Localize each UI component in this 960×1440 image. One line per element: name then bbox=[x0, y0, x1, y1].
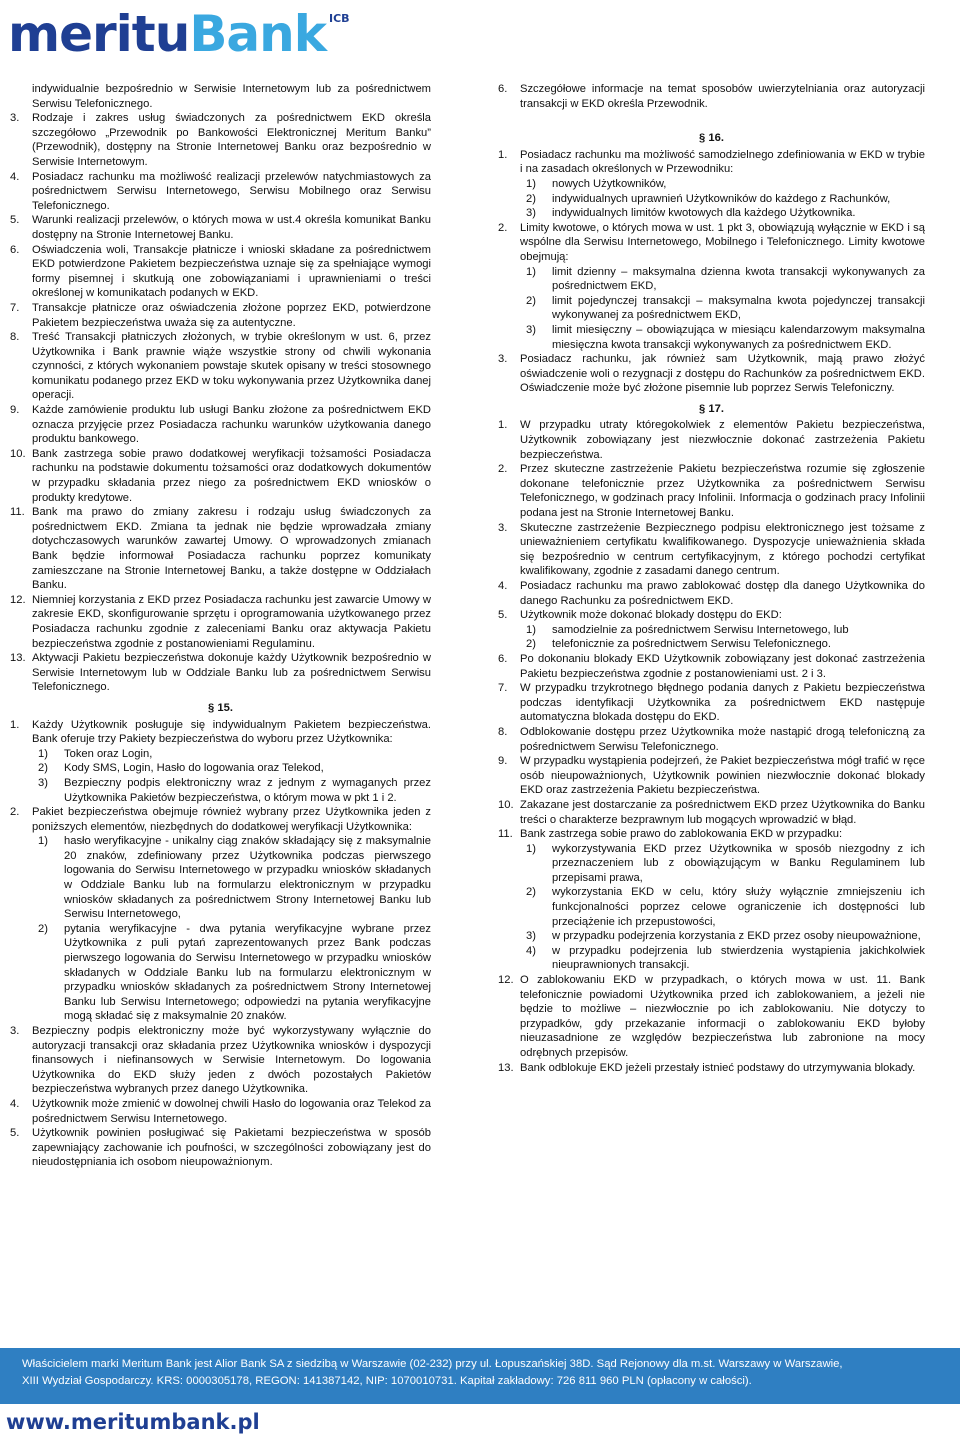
sub-list-item bbox=[498, 842, 925, 886]
numbered-item bbox=[10, 111, 431, 169]
numbered-item bbox=[10, 718, 431, 747]
item-number: 2) bbox=[526, 192, 536, 205]
item-text: Po dokonaniu blokady EKD Użytkownik zobowiązany jest dokonać zastrzeżenia Pakietu bezpieczeństwa zgodnie z postanowieniami ust. 2 i 3. bbox=[520, 652, 925, 680]
numbered-item bbox=[10, 213, 431, 242]
item-text: Posiadacz rachunku ma prawo zablokować dostęp dla danego Użytkownika do danego Rachunku za pośrednictwem EKD. bbox=[520, 580, 925, 607]
numbered-item bbox=[498, 652, 925, 681]
sub-list-item bbox=[498, 265, 925, 294]
item-number: 11. bbox=[10, 506, 25, 519]
numbered-item bbox=[498, 462, 925, 520]
sub-list-item bbox=[498, 206, 925, 221]
item-number: 6. bbox=[498, 83, 508, 95]
numbered-item bbox=[10, 593, 431, 651]
item-number: 4. bbox=[498, 580, 508, 592]
item-number: 8. bbox=[498, 725, 508, 738]
item-number: 2. bbox=[498, 221, 508, 234]
item-text: Niemniej korzystania z EKD przez Posiadacza rachunku jest zawarcie Umowy w zakresie EKD, skonfigurowanie sprzętu i oprogramowania użytkowanego przez Posiadacza rachunku zgodnie z zaleceniami Banku oraz aktywacja Pakietu bezpieczeństwa zgodnie z postanowieniami Regulaminu. bbox=[32, 593, 431, 650]
item-text: Bezpieczny podpis elektroniczny wraz z jednym z wymaganych przez Użytkownika Pakietów bezpieczeństwa, o którym mowa w pkt 1 i 2. bbox=[64, 776, 431, 804]
item-text: Bank odblokuje EKD jeżeli przestały istnieć podstawy do utrzymywania blokady. bbox=[520, 1061, 916, 1074]
website-url[interactable]: www.meritumbank.pl bbox=[6, 1410, 260, 1434]
item-text: Posiadacz rachunku ma możliwość samodzielnego zdefiniowania w EKD w trybie i na zasadach określonych w Przewodniku: bbox=[520, 148, 925, 176]
section-heading: § 15. bbox=[208, 701, 233, 714]
item-number: 12. bbox=[10, 593, 26, 606]
footer-legal-line-2: XIII Wydział Gospodarczy. KRS: 0000305178, REGON: 141387142, NIP: 1070010731. Kapitał zakładowy: 726 811 960 PLN (opłacony w całości). bbox=[22, 1375, 752, 1387]
sub-list-item bbox=[10, 922, 431, 1024]
item-number: 13. bbox=[10, 652, 26, 665]
bank-logo bbox=[8, 2, 350, 72]
item-number: 1) bbox=[526, 265, 536, 278]
item-number: 3. bbox=[498, 521, 508, 534]
item-text: Użytkownik powinien posługiwać się Pakietami bezpieczeństwa w sposób zapewniający zachowanie ich poufności, w szczególności zobowiązany jest do nieudostępniania ich osobom nieupoważnionym. bbox=[32, 1127, 431, 1169]
item-text: Każde zamówienie produktu lub usługi Banku złożone za pośrednictwem EKD oznacza przyjęcie przez Posiadacza rachunku warunków użytkowania danego produktu bankowego. bbox=[32, 404, 431, 446]
item-number: 7. bbox=[10, 301, 20, 314]
item-text: Skuteczne zastrzeżenie Bezpiecznego podpisu elektronicznego jest tożsame z unieważnieniem certyfikatu kwalifikowanego. Dyspozycje unieważnienia składa się bezpośrednio w centrum certyfikacyjnym, z którego pochodzi certyfikat kwalifikowany, zgodnie z zasadami danego centrum. bbox=[520, 521, 925, 578]
item-text: Bank zastrzega sobie prawo dodatkowej weryfikacji tożsamości Posiadacza rachunku na podstawie dokumentu tożsamości oraz dodatkowych dokumentów w przypadku składania przez niego za pośrednictwem EKD wniosków o produkty kredytowe. bbox=[32, 447, 431, 504]
item-text: indywidualnych uprawnień Użytkowników do każdego z Rachunków, bbox=[552, 192, 891, 205]
left-column bbox=[10, 82, 431, 1170]
numbered-item bbox=[498, 418, 925, 462]
item-number: 4. bbox=[10, 1097, 20, 1110]
item-number: 4) bbox=[526, 944, 536, 957]
item-text: Rodzaje i zakres usług świadczonych za pośrednictwem EKD określa szczegółowo „Przewodnik po Bankowości Elektronicznej Meritum Banku” (Przewodnik), dostępny na Stronie Internetowej Banku oraz bezpośrednio w Serwisie Internetowym. bbox=[32, 112, 431, 168]
item-text: O zablokowaniu EKD w przypadkach, o których mowa w ust. 11. Bank telefonicznie powiadomi Użytkownika przed ich zablokowaniem, a jeżeli nie będzie to możliwe – niezwłocznie po ich zablokowaniu. Nie dotyczy to przypadków, gdy przekazanie informacji o zablokowaniu EKD byłoby nieuzasadnione ze względów bezpieczeństwa lub zabronione na mocy odrębnych przepisów. bbox=[520, 974, 925, 1059]
item-text: Posiadacz rachunku ma możliwość realizacji przelewów natychmiastowych za pośrednictwem Serwisu Internetowego, Serwisu Mobilnego oraz Serwisu Telefonicznego. bbox=[32, 170, 431, 212]
item-text: limit miesięczny – obowiązująca w miesiącu kalendarzowym maksymalna miesięczna kwota transakcji wykonywanych za pośrednictwem EKD. bbox=[552, 323, 925, 351]
item-text: W przypadku wystąpienia podejrzeń, że Pakiet bezpieczeństwa mógł trafić w ręce osób nieupoważnionych, Użytkownik powinien niezwłocznie dokonać blokady EKD oraz zastrzeżenia Pakietu bezpieczeństwa. bbox=[520, 755, 925, 797]
item-text: wykorzystania EKD w celu, który służy wyłącznie zmniejszeniu ich funkcjonalności poprzez celowe ograniczenie ich dostępności lub przeciążenie ich przepustowości, bbox=[552, 886, 925, 928]
item-text: Każdy Użytkownik posługuje się indywidualnym Pakietem bezpieczeństwa. Bank oferuje trzy Pakiety bezpieczeństwa do wyboru przez Użytkownika: bbox=[32, 718, 431, 746]
sub-list-item bbox=[10, 834, 431, 922]
item-text: Warunki realizacji przelewów, o których mowa w ust.4 określa komunikat Banku dostępny na Stronie Internetowej Banku. bbox=[32, 214, 431, 241]
sub-list-item bbox=[498, 623, 925, 638]
item-number: 5. bbox=[10, 1127, 20, 1140]
item-number: 3) bbox=[526, 930, 536, 943]
numbered-item bbox=[498, 798, 925, 827]
item-text: limit pojedynczej transakcji – maksymalna kwota pojedynczej transakcji wykonywanej za pośrednictwem EKD, bbox=[552, 294, 925, 322]
sub-list-item bbox=[498, 929, 925, 944]
item-text: samodzielnie za pośrednictwem Serwisu Internetowego, lub bbox=[552, 623, 849, 636]
item-number: 13. bbox=[498, 1061, 514, 1074]
logo-text-primary: meritu bbox=[8, 5, 190, 63]
item-text: Treść Transakcji płatniczych złożonych, w trybie określonym w ust. 6, przez Użytkownika i Bank prawnie wiąże wszystkie strony od chwili wykonania czynności, z których wykonaniem powstaje skutek opisany w treści stosownego komunikatu podanego przez EKD w toku wykonywania przez Użytkownika danej operacji. bbox=[32, 331, 431, 402]
sub-list-item bbox=[498, 944, 925, 973]
item-text: indywidualnych limitów kwotowych dla każdego Użytkownika. bbox=[552, 207, 856, 220]
numbered-item bbox=[498, 681, 925, 725]
logo-suffix: ICB bbox=[329, 12, 350, 25]
item-text: Użytkownik może dokonać blokady dostępu do EKD: bbox=[520, 609, 782, 622]
item-number: 11. bbox=[498, 828, 513, 841]
logo-text-secondary: Bank bbox=[189, 5, 327, 63]
item-text: Bezpieczny podpis elektroniczny może być wykorzystywany wyłącznie do autoryzacji transakcji oraz składania przez Użytkownika wniosków i dyspozycji finansowych i niefinansowych w Serwisie Internetowym. Do logowania Użytkownika do EKD służy jeden z dwóch pozostałych Pakietów bezpieczeństwa wybranych przez danego Użytkownika. bbox=[32, 1025, 431, 1096]
item-number: 1. bbox=[498, 419, 508, 432]
item-text: Kody SMS, Login, Hasło do logowania oraz Telekod, bbox=[64, 762, 324, 775]
item-number: 3) bbox=[526, 207, 536, 220]
item-number: 2) bbox=[526, 638, 536, 651]
item-text: W przypadku utraty któregokolwiek z elementów Pakietu bezpieczeństwa, Użytkownik zobowiązany jest niezwłocznie dokonać zastrzeżenia Pakietu bezpieczeństwa. bbox=[520, 419, 925, 461]
footer-legal-band bbox=[0, 1348, 960, 1404]
item-number: 9. bbox=[10, 404, 20, 417]
numbered-item bbox=[498, 725, 925, 754]
paragraph-continuation: indywidualnie bezpośrednio w Serwisie Internetowym lub za pośrednictwem Serwisu Telefonicznego. bbox=[32, 83, 431, 110]
item-number: 3. bbox=[10, 112, 20, 125]
item-number: 2) bbox=[526, 294, 536, 307]
spacer bbox=[498, 111, 925, 125]
item-number: 12. bbox=[498, 974, 514, 987]
item-text: w przypadku podejrzenia korzystania z EKD przez osoby nieupoważnione, bbox=[552, 930, 921, 943]
item-number: 2. bbox=[10, 806, 20, 819]
item-text: telefonicznie za pośrednictwem Serwisu Telefonicznego. bbox=[552, 638, 832, 651]
item-text: w przypadku podejrzenia lub stwierdzenia wystąpienia jakichkolwiek nieuprawnionych transakcji. bbox=[552, 944, 925, 972]
item-text: Użytkownik może zmienić w dowolnej chwili Hasło do logowania oraz Telekod za pośrednictwem Serwisu Internetowego. bbox=[32, 1097, 431, 1125]
numbered-item bbox=[498, 352, 925, 396]
numbered-item bbox=[498, 754, 925, 798]
item-text: Szczegółowe informacje na temat sposobów uwierzytelniania oraz autoryzacji transakcji w EKD określa Przewodnik. bbox=[520, 83, 925, 110]
item-number: 4. bbox=[10, 170, 20, 183]
item-number: 7. bbox=[498, 682, 508, 695]
item-text: limit dzienny – maksymalna dzienna kwota transakcji wykonywanych za pośrednictwem EKD, bbox=[552, 265, 925, 293]
sub-list-item bbox=[10, 761, 431, 776]
numbered-item bbox=[498, 148, 925, 177]
item-number: 10. bbox=[10, 447, 26, 460]
item-number: 1. bbox=[10, 718, 20, 731]
item-text: Transakcje płatnicze oraz oświadczenia złożone poprzez EKD, potwierdzone Pakietem bezpieczeństwa uważa się za autentyczne. bbox=[32, 301, 431, 329]
item-number: 1) bbox=[38, 835, 48, 848]
numbered-item bbox=[10, 1126, 431, 1170]
item-text: Limity kwotowe, o których mowa w ust. 1 pkt 3, obowiązują wyłącznie w EKD i są wspólne dla Serwisu Internetowego, Mobilnego i Telefonicznego. Limity kwotowe obejmują: bbox=[520, 221, 925, 263]
item-text: hasło weryfikacyjne - unikalny ciąg znaków składający się z maksymalnie 20 znaków, zdefiniowany przez Użytkownika podczas pierwszego logowania do Serwisu Internetowego w przypadku wniosków składanych w Oddziale Banku lub na formularzu elektronicznym w przypadku wniosków składanych za pośrednictwem Strony Internetowej Banku lub Serwisu Internetowego, bbox=[64, 835, 431, 921]
item-number: 5. bbox=[498, 609, 508, 622]
item-number: 1) bbox=[526, 177, 536, 190]
sub-list-item bbox=[498, 177, 925, 192]
item-number: 9. bbox=[498, 755, 508, 768]
item-text: Posiadacz rachunku, jak również sam Użytkownik, mają prawo złożyć oświadczenie woli o rezygnacji z dostępu do Rachunków za pośrednictwem EKD. Oświadczenie może być złożone pisemnie lub poprzez Serwis Telefoniczny. bbox=[520, 353, 925, 395]
item-number: 2) bbox=[38, 922, 48, 935]
numbered-item bbox=[498, 579, 925, 608]
numbered-item bbox=[498, 827, 925, 842]
item-number: 6. bbox=[10, 243, 20, 256]
item-number: 3. bbox=[498, 353, 508, 366]
item-number: 1) bbox=[38, 747, 48, 760]
item-number: 3) bbox=[38, 776, 48, 789]
item-number: 2) bbox=[38, 762, 48, 775]
numbered-item bbox=[10, 505, 431, 593]
numbered-item bbox=[498, 973, 925, 1061]
right-column bbox=[498, 82, 925, 1075]
sub-list-item bbox=[498, 323, 925, 352]
numbered-item bbox=[10, 651, 431, 695]
numbered-item bbox=[10, 805, 431, 834]
section-heading: § 16. bbox=[699, 132, 724, 145]
numbered-item bbox=[10, 301, 431, 330]
numbered-item bbox=[498, 82, 925, 111]
sub-list-item bbox=[498, 294, 925, 323]
item-text: Odblokowanie dostępu przez Użytkownika może nastąpić drogą telefoniczną za pośrednictwem Serwisu Telefonicznego. bbox=[520, 725, 925, 753]
item-text: nowych Użytkowników, bbox=[552, 177, 667, 190]
item-text: Token oraz Login, bbox=[64, 747, 153, 760]
item-text: Bank ma prawo do zmiany zakresu i rodzaju usług świadczonych za pośrednictwem EKD. Zmiana ta jednak nie będzie wprowadzała zmiany dotychczasowych warunków zawartej Umowy. O wprowadzonych zmianach Bank będzie informował Posiadacza rachunku poprzez komunikaty zamieszczane na Stronie Internetowej Banku, a także dostępne w Oddziałach Banku. bbox=[32, 506, 431, 592]
sub-list-item bbox=[498, 192, 925, 207]
item-number: 1. bbox=[498, 148, 508, 161]
item-text: Zakazane jest dostarczanie za pośrednictwem EKD przez Użytkownika do Banku treści o charakterze bezprawnym lub mogących wprowadzić w błąd. bbox=[520, 798, 925, 826]
item-text: W przypadku trzykrotnego błędnego podania danych z Pakietu bezpieczeństwa podczas identyfikacji Użytkownika za pośrednictwem EKD następuje automatyczna blokada dostępu do EKD. bbox=[520, 682, 925, 724]
numbered-item bbox=[498, 521, 925, 579]
item-text: Aktywacji Pakietu bezpieczeństwa dokonuje każdy Użytkownik bezpośrednio w Serwisie Internetowym lub w Oddziale Banku lub za pośrednictwem Serwisu Telefonicznego. bbox=[32, 652, 431, 694]
numbered-item bbox=[10, 170, 431, 214]
numbered-item bbox=[10, 243, 431, 301]
sub-list-item bbox=[498, 885, 925, 929]
item-number: 1) bbox=[526, 842, 536, 855]
item-number: 6. bbox=[498, 652, 508, 665]
numbered-item bbox=[10, 403, 431, 447]
numbered-item bbox=[498, 1061, 925, 1076]
item-text: Przez skuteczne zastrzeżenie Pakietu bezpieczeństwa rozumie się zgłoszenie dokonane telefonicznie przez Użytkownika za pośrednictwem Serwisu Telefonicznego, w godzinach pracy Infolinii. Informacja o godzinach pracy Infolinii podana jest na Stronie Internetowej Banku. bbox=[520, 463, 925, 520]
item-text: Bank zastrzega sobie prawo do zablokowania EKD w przypadku: bbox=[520, 828, 843, 841]
footer-legal-line-1: Właścicielem marki Meritum Bank jest Alior Bank SA z siedzibą w Warszawie (02-232) przy ul. Łopuszańskiej 38D. Sąd Rejonowy dla m.st. Warszawy w Warszawie, bbox=[22, 1358, 843, 1370]
numbered-item bbox=[10, 1024, 431, 1097]
item-text: wykorzystywania EKD przez Użytkownika w sposób niezgodny z ich przeznaczeniem lub z obowiązującym w Banku Regulaminem lub przepisami prawa, bbox=[552, 842, 925, 884]
item-number: 3) bbox=[526, 323, 536, 336]
numbered-item bbox=[10, 447, 431, 505]
numbered-item bbox=[10, 1097, 431, 1126]
item-number: 2. bbox=[498, 463, 508, 476]
item-number: 8. bbox=[10, 331, 20, 344]
numbered-item bbox=[498, 608, 925, 623]
sub-list-item bbox=[498, 637, 925, 652]
item-number: 5. bbox=[10, 214, 20, 227]
sub-list-item bbox=[10, 776, 431, 805]
numbered-item bbox=[498, 221, 925, 265]
item-number: 1) bbox=[526, 623, 536, 636]
item-text: Pakiet bezpieczeństwa obejmuje również wybrany przez Użytkownika jeden z poniższych elementów, niezbędnych do dodatkowej weryfikacji Użytkownika: bbox=[32, 806, 431, 833]
item-number: 10. bbox=[498, 798, 514, 811]
item-number: 3. bbox=[10, 1025, 20, 1037]
item-number: 2) bbox=[526, 886, 536, 899]
section-heading: § 17. bbox=[699, 402, 724, 415]
item-text: Oświadczenia woli, Transakcje płatnicze i wnioski składane za pośrednictwem EKD potwierdzone Pakietem bezpieczeństwa uznaje się za spełniające wymogi formy pisemnej i skutkują one zobowiązaniami i uprawnieniami o treści określonej w komunikatach podanych w EKD. bbox=[32, 243, 431, 300]
sub-list-item bbox=[10, 747, 431, 762]
numbered-item bbox=[10, 330, 431, 403]
item-text: pytania weryfikacyjne - dwa pytania weryfikacyjne wybrane przez Użytkownika z puli pytań zaprezentowanych przez Bank podczas pierwszego logowania do Serwisu Internetowego w przypadku wniosków składanych w Oddziale Banku lub na formularzu elektronicznym w przypadku wniosków składanych za pośrednictwem Strony Internetowej Banku lub Serwisu Internetowego; odpowiedzi na pytania weryfikacyjne mogą składać się z maksymalnie 20 znaków. bbox=[64, 922, 431, 1023]
